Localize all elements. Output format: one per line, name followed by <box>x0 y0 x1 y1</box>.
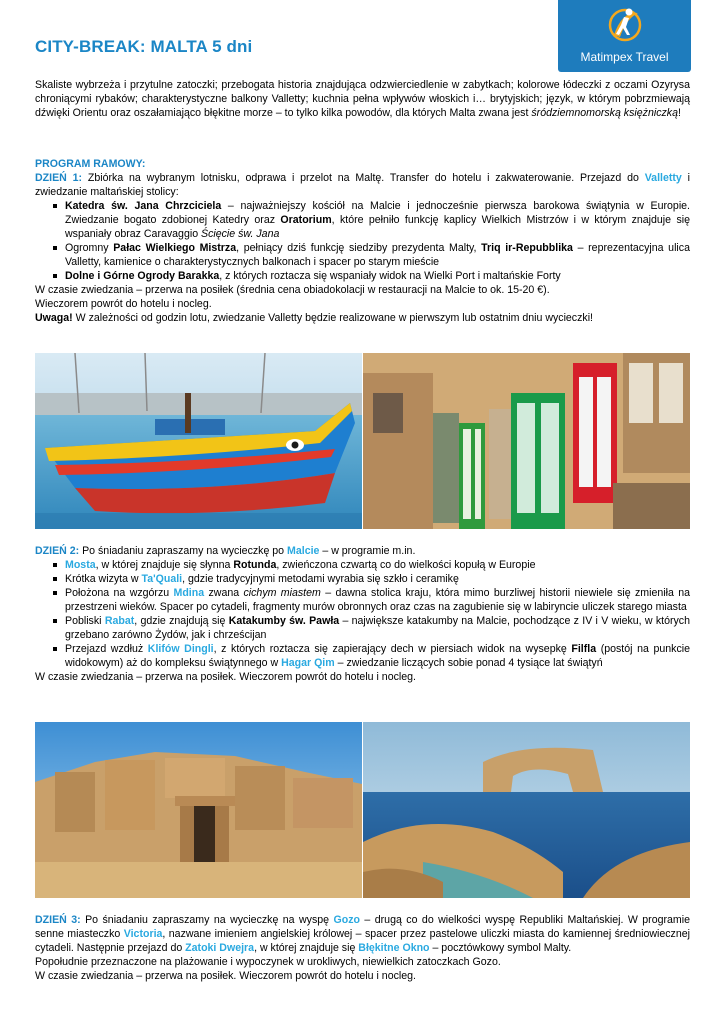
bold-text: Oratorium <box>280 214 332 226</box>
day1-label: DZIEŃ 1: <box>35 172 83 184</box>
page-title: CITY-BREAK: MALTA 5 dni <box>35 37 253 56</box>
place-gozo: Gozo <box>333 914 360 926</box>
program-heading: PROGRAM RAMOWY: <box>35 158 146 170</box>
list-item <box>65 558 690 572</box>
day2-intro-b: – w programie m.in. <box>319 545 416 557</box>
day3-section <box>35 913 690 983</box>
list-item <box>65 614 690 642</box>
text: – pocztówkowy symbol Malty. <box>429 942 572 954</box>
bold-text: Triq ir-Repubblika <box>481 242 573 254</box>
day2-intro-a: Po śniadaniu zapraszamy na wycieczkę po <box>79 545 288 557</box>
place-victoria: Victoria <box>123 928 163 940</box>
text: (postój na punkcie widokowym) aż do kompleksu świątynnego w <box>65 643 690 669</box>
list-item <box>65 586 690 614</box>
italic-text: Ścięcie św. Jana <box>201 228 280 240</box>
place-malta: Malcie <box>287 545 320 557</box>
text: , w której znajduje się słynna <box>95 559 234 571</box>
italic-text: cichym miastem <box>243 587 321 599</box>
text: , gdzie znajdują się <box>134 615 229 627</box>
text: – najważniejszy kościół na Malcie i jednocześnie pierwsza barokowa świątynia w Europie. Zwiedzanie bogato zdobionej Katedry oraz <box>65 200 691 226</box>
intro-text: Skaliste wybrzeża i przytulne zatoczki; przebogata historia znajdująca odzwierciedlenie w zabytkach; kolorowe łódeczki z oczami Ozyrysa chroniącymi rybaków; charakterystyczne balkony Valletty; kuchnia pełna wpływów włoskich i… brytyjskich; język, w którym pobrzmiewają dźwięki Orientu oraz oszałamiająco błękitne morze – to tylko kilka powodów, dla których Malta zwana jest <box>35 79 690 119</box>
text: Ogromny <box>65 242 114 254</box>
place-name: Ta'Quali <box>141 573 183 585</box>
day1-intro-a: Zbiórka na wybranym lotnisku, odprawa i przelot na Maltę. Transfer do hotelu i zakwaterowanie. Przejazd do <box>82 172 645 184</box>
day2-section <box>35 544 690 684</box>
bold-text: Dolne i Górne Ogrody Barakka <box>65 270 220 282</box>
place-blue-window: Błękitne Okno <box>358 942 430 954</box>
list-item <box>65 199 690 241</box>
text: – największe katakumby na Malcie, pochodzące z IV i V wieku, w których grzebano zarówno Żydów, jak i chrześcijan <box>65 615 690 641</box>
bold-text: Katedra św. Jana Chrzciciela <box>65 200 222 212</box>
note-text: W zależności od godzin lotu, zwiedzanie Valletty będzie realizowane w pierwszym lub ostatnim dniu wycieczki! <box>72 312 593 324</box>
photo-valletta-balconies <box>363 353 690 529</box>
bold-text: Pałac Wielkiego Mistrza <box>113 242 237 254</box>
place-name: Klifów Dingli <box>147 643 214 655</box>
day1-after-1: W czasie zwiedzania – przerwa na posiłek (średnia cena obiadokolacji w restauracji na Malcie to ok. 15-20 €). <box>35 284 550 296</box>
text: , w której znajduje się <box>254 942 359 954</box>
intro-paragraph <box>35 78 690 120</box>
place-valletta: Valletty <box>644 172 682 184</box>
text: Pobliski <box>65 615 105 627</box>
intro-end: ! <box>677 107 681 119</box>
text: Położona na wzgórzu <box>65 587 174 599</box>
day2-list <box>35 558 690 670</box>
day1-section <box>35 157 690 325</box>
text: – dawna stolica kraju, która mimo burzliwej historii niewiele się zmieniła na przestrzeni wieków. Spacer po cytadeli, fragmenty murów obronnych oraz czas na zagubienie się w labiryncie uliczek starego miasta <box>65 587 690 613</box>
text: – drugą co do wielkości wyspę Republiki Maltańskiej. W programie senne miasteczko <box>35 914 690 940</box>
text: – reprezentacyjna ulica Valletty, kamienice o charakterystycznych balkonach i spacer po starym mieście <box>65 242 690 268</box>
list-item <box>65 642 690 670</box>
bold-text: Filfla <box>571 643 597 655</box>
text: Przejazd wzdłuż <box>65 643 148 655</box>
day3-after-1: Popołudnie przeznaczone na plażowanie i wypoczynek w urokliwych, niewielkich zatoczkach Gozo. <box>35 956 501 968</box>
place-name: Mdina <box>173 587 205 599</box>
text: Po śniadaniu zapraszamy na wycieczkę na wyspę <box>80 914 334 926</box>
text: , gdzie tradycyjnymi metodami wyrabia się szkło i ceramikę <box>182 573 459 585</box>
brand-name: Matimpex Travel <box>580 50 669 64</box>
text: Krótka wizyta w <box>65 573 142 585</box>
text: , z których roztacza się wspaniały widok na Wielki Port i maltańskie Forty <box>219 270 561 282</box>
text: , z których roztacza się zapierający dech w piersiach widok na wysepkę <box>213 643 572 655</box>
photo-hagar-qim-temple <box>35 722 362 898</box>
text: , które pełniło funkcję kaplicy Wielkich Mistrzów i w którym znajduje się wspaniały obraz Caravaggio <box>65 214 690 240</box>
day2-label: DZIEŃ 2: <box>35 545 80 557</box>
day1-list <box>35 199 690 283</box>
text: zwana <box>204 587 244 599</box>
photo-luzzu-boat <box>35 353 362 529</box>
day3-after-2: W czasie zwiedzania – przerwa na posiłek. Wieczorem powrót do hotelu i nocleg. <box>35 970 416 982</box>
text: , pełniący dziś funkcję siedziby prezydenta Malty, <box>236 242 482 254</box>
day1-intro-b: i zwiedzanie maltańskiej stolicy: <box>35 172 691 198</box>
list-item <box>65 572 690 586</box>
logo-mark-icon <box>608 5 642 47</box>
bold-text: Katakumby św. Pawła <box>228 615 340 627</box>
text: , nazwane imieniem angielskiej królowej – spacer przez pastelowe uliczki miasta do kamiennej średniowiecznej cytadeli. Następnie przejazd do <box>35 928 690 954</box>
bold-text: Rotunda <box>233 559 277 571</box>
text: – zwiedzanie liczących sobie ponad 4 tysiące lat świątyń <box>334 657 603 669</box>
brand-logo <box>558 0 691 72</box>
text: , zwieńczona czwartą co do wielkości kopułą w Europie <box>276 559 536 571</box>
list-item <box>65 241 690 269</box>
day1-after-2: Wieczorem powrót do hotelu i nocleg. <box>35 298 212 310</box>
day3-label: DZIEŃ 3: <box>35 914 81 926</box>
place-name: Mosta <box>65 559 96 571</box>
day2-after: W czasie zwiedzania – przerwa na posiłek. Wieczorem powrót do hotelu i nocleg. <box>35 671 416 683</box>
note-label: Uwaga! <box>35 312 73 324</box>
place-name: Rabat <box>104 615 135 627</box>
photo-azure-window <box>363 722 690 898</box>
intro-italic: śródziemnomorską księżniczką <box>531 107 678 119</box>
place-name: Hagar Qim <box>281 657 335 669</box>
place-dwejra: Zatoki Dwejra <box>185 942 255 954</box>
list-item <box>65 269 690 283</box>
